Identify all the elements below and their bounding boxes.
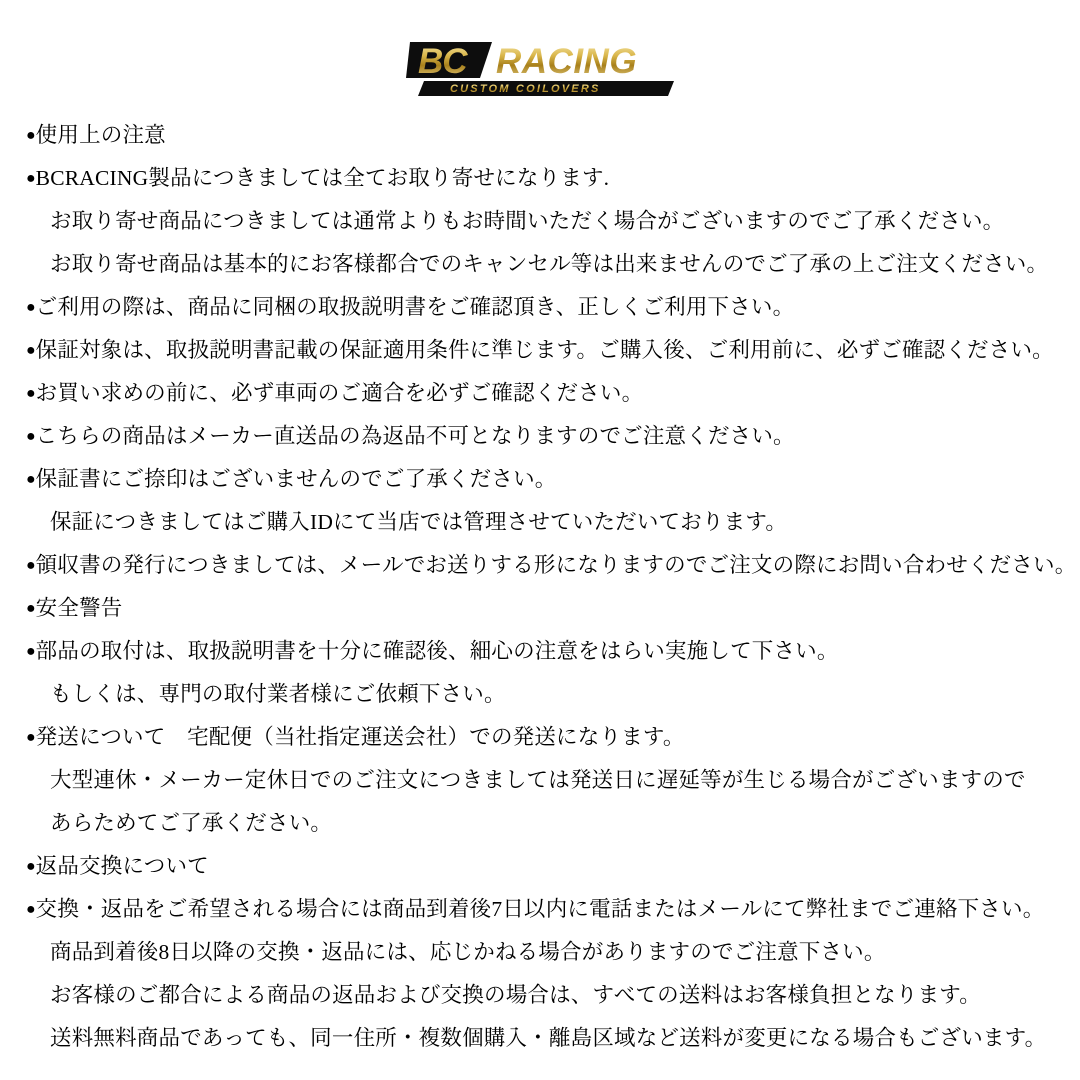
- notice-line: [18, 200, 1062, 243]
- notice-line-text: お買い求めの前に、必ず車両のご適合を必ずご確認ください。: [35, 380, 644, 405]
- notice-line-text: もしくは、専門の取付業者様にご依頼下さい。: [50, 681, 506, 706]
- notice-line-text: こちらの商品はメーカー直送品の為返品不可となりますのでご注意ください。: [35, 423, 795, 448]
- bullet-icon: ●: [26, 341, 36, 359]
- notice-line: [18, 673, 1062, 716]
- notice-line: [18, 931, 1062, 974]
- notice-line-text: 発送について 宅配便（当社指定運送会社）での発送になります。: [35, 724, 685, 749]
- notice-line: [18, 630, 1062, 673]
- notice-line-text: 保証につきましてはご購入IDにて当店では管理させていただいております。: [50, 509, 788, 534]
- notice-line: [18, 157, 1062, 200]
- notice-line-text: あらためてご了承ください。: [50, 810, 333, 835]
- notice-line: [18, 114, 1062, 157]
- notice-text-block: [18, 114, 1077, 1060]
- bullet-icon: ●: [26, 169, 36, 187]
- notice-line: [18, 501, 1062, 544]
- notice-line-text: お取り寄せ商品は基本的にお客様都合でのキャンセル等は出来ませんのでご了承の上ご注文ください。: [50, 251, 1049, 276]
- notice-line-text: 交換・返品をご希望される場合には商品到着後7日以内に電話またはメールにて弊社までご連絡下さい。: [35, 896, 1045, 921]
- notice-line: [18, 974, 1062, 1017]
- brand-logo: [18, 0, 1062, 112]
- notice-line-text: 使用上の注意: [35, 122, 166, 147]
- bullet-icon: ●: [26, 642, 36, 660]
- notice-line: [18, 716, 1062, 759]
- notice-line: [18, 544, 1077, 587]
- notice-line: [18, 845, 1062, 888]
- notice-line: [18, 372, 1062, 415]
- bullet-icon: ●: [26, 470, 36, 488]
- bullet-icon: ●: [26, 599, 36, 617]
- notice-line-text: 返品交換について: [35, 853, 209, 878]
- notice-line-text: 送料無料商品であっても、同一住所・複数個購入・離島区域など送料が変更になる場合もございます。: [50, 1025, 1047, 1050]
- notice-line-text: ご利用の際は、商品に同梱の取扱説明書をご確認頂き、正しくご利用下さい。: [35, 294, 795, 319]
- notice-line: [18, 587, 1062, 630]
- notice-line-text: 領収書の発行につきましては、メールでお送りする形になりますのでご注文の際にお問い合わせください。: [35, 552, 1077, 577]
- notice-line-text: 安全警告: [35, 595, 123, 620]
- notice-line-text: 保証対象は、取扱説明書記載の保証適用条件に準じます。ご購入後、ご利用前に、必ずご確認ください。: [35, 337, 1054, 362]
- bullet-icon: ●: [26, 427, 36, 445]
- notice-line: [18, 888, 1062, 931]
- notice-line: [18, 759, 1062, 802]
- bullet-icon: ●: [26, 857, 36, 875]
- bullet-icon: ●: [26, 556, 36, 574]
- notice-line: [18, 415, 1062, 458]
- bullet-icon: ●: [26, 126, 36, 144]
- notice-line-text: 保証書にご捺印はございませんのでご了承ください。: [35, 466, 557, 491]
- svg-text:CUSTOM COILOVERS: CUSTOM COILOVERS: [450, 83, 601, 95]
- notice-line-text: 部品の取付は、取扱説明書を十分に確認後、細心の注意をはらい実施して下さい。: [35, 638, 839, 663]
- notice-line: [18, 329, 1062, 372]
- svg-text:RACING: RACING: [496, 42, 638, 81]
- notice-line-text: お取り寄せ商品につきましては通常よりもお時間いただく場合がございますのでご了承ください。: [50, 208, 1005, 233]
- notice-line-text: BCRACING製品につきましては全てお取り寄せになります.: [35, 165, 610, 190]
- notice-line: [18, 458, 1062, 501]
- bullet-icon: ●: [26, 728, 36, 746]
- bullet-icon: ●: [26, 298, 36, 316]
- bullet-icon: ●: [26, 900, 36, 918]
- notice-line: [18, 286, 1062, 329]
- notice-line: [18, 243, 1062, 286]
- notice-line-text: 大型連休・メーカー定休日でのご注文につきましては発送日に遅延等が生じる場合がございますので: [50, 767, 1026, 792]
- notice-line: [18, 1017, 1062, 1060]
- svg-text:BC: BC: [418, 42, 467, 81]
- bc-racing-logo-icon: [406, 36, 674, 98]
- notice-line: [18, 802, 1062, 845]
- notice-line-text: 商品到着後8日以降の交換・返品には、応じかねる場合がありますのでご注意下さい。: [50, 939, 886, 964]
- bullet-icon: ●: [26, 384, 36, 402]
- notice-line-text: お客様のご都合による商品の返品および交換の場合は、すべての送料はお客様負担となります。: [50, 982, 981, 1007]
